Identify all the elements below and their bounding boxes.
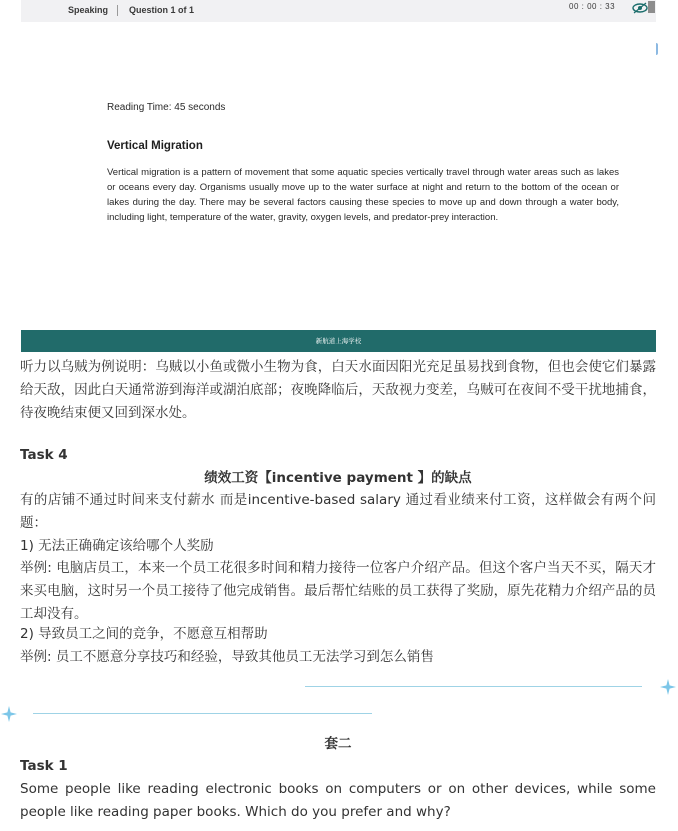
timer: 00 : 00 : 33 [569, 2, 616, 11]
divider-line-bottom [33, 713, 372, 714]
task4-example-1: 举例: 电脑店员工，本来一个员工花很多时间和精力接待一位客户介绍产品。但这个客户当天不买，隔天才来买电脑，这时另一个员工接待了他完成销售。最后帮忙结账的员工获得了奖励，原先花精力介绍产品的员工却没有。 [20, 560, 656, 622]
test-screenshot [21, 0, 656, 352]
set-title: 套二 [324, 736, 352, 752]
passage-title: Vertical Migration [107, 140, 203, 152]
reading-panel [21, 22, 656, 330]
task4-point-2: 2) 导致员工之间的竞争，不愿意互相帮助 [20, 626, 268, 642]
header-scroll-handle [648, 1, 655, 13]
watermark-banner: 新航道上海学校 [21, 330, 656, 352]
reading-time: Reading Time: 45 seconds [107, 102, 226, 113]
section-label: Speaking [68, 5, 109, 15]
eye-icon[interactable] [632, 2, 648, 14]
task4-point-1: 1) 无法正确确定该给哪个人奖励 [20, 538, 214, 554]
divider-line-top [305, 686, 642, 687]
test-header-bar [21, 0, 656, 22]
task4-heading: Task 4 [20, 447, 68, 463]
task4-intro: 有的店铺不通过时间来支付薪水 而是incentive-based salary 通过看业绩来付工资，这样做会有两个问题： [20, 492, 656, 531]
task1-heading: Task 1 [20, 758, 68, 774]
header-divider [117, 5, 118, 16]
listening-note: 听力以乌贼为例说明：乌贼以小鱼或微小生物为食，白天水面因阳光充足虽易找到食物，但也会使它们暴露给天敌，因此白天通常游到海洋或湖泊底部；夜晚降临后，天敌视力变差，乌贼可在夜间不受干扰地捕食，待夜晚结束便又回到深水处。 [20, 359, 656, 421]
task1-prompt: Some people like reading electronic books on computers or on other devices, while some people like reading paper books. Which do you prefer and why? [20, 781, 656, 820]
sparkle-icon [660, 679, 676, 695]
task4-example-2: 举例: 员工不愿意分享技巧和经验，导致其他员工无法学习到怎么销售 [20, 649, 434, 665]
task4-title: 绩效工资【incentive payment 】的缺点 [204, 470, 472, 486]
passage-text: Vertical migration is a pattern of movement that some aquatic species vertically travel through water areas such as lakes or oceans every day. Organisms usually move up to the water surface at night and return to the bottom of the ocean or lakes during the day. There may be several factors causing these species to move up and down through a water body, including light, temperature of the water, gravity, oxygen levels, and predator-prey interaction. [107, 167, 619, 223]
sparkle-icon [1, 706, 17, 722]
question-counter: Question 1 of 1 [129, 5, 195, 15]
